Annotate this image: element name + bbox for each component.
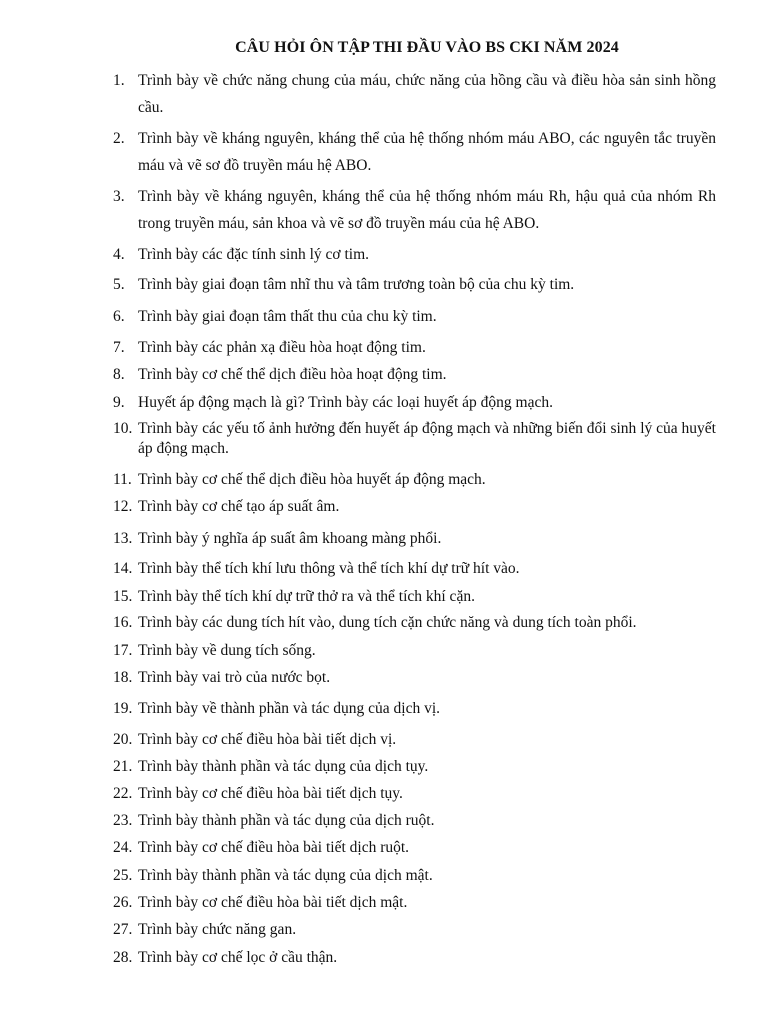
question-item <box>113 529 716 549</box>
question-number: 23. <box>113 812 133 829</box>
question-number: 19. <box>113 700 133 717</box>
question-item <box>113 613 716 633</box>
question-text: Trình bày ý nghĩa áp suất âm khoang màng phổi. <box>138 530 442 547</box>
question-item <box>113 699 716 719</box>
question-number: 11. <box>113 471 132 488</box>
question-item <box>113 67 716 121</box>
question-number: 15. <box>113 588 133 605</box>
question-text: Trình bày giai đoạn tâm thất thu của chu kỳ tim. <box>138 308 437 325</box>
question-item <box>113 811 716 831</box>
question-item <box>113 641 716 661</box>
question-item <box>113 730 716 750</box>
question-number: 3. <box>113 188 125 205</box>
question-item <box>113 587 716 607</box>
question-number: 7. <box>113 339 125 356</box>
question-number: 21. <box>113 758 133 775</box>
question-number: 28. <box>113 949 133 966</box>
question-item <box>113 838 716 858</box>
question-text: Trình bày cơ chế thể dịch điều hòa huyết áp động mạch. <box>138 471 486 488</box>
question-text: Trình bày về chức năng chung của máu, chức năng của hồng cầu và điều hòa sản sinh hồng cầu. <box>138 72 716 116</box>
question-item <box>113 365 716 385</box>
question-text: Trình bày cơ chế lọc ở cầu thận. <box>138 949 338 966</box>
question-item <box>113 470 716 490</box>
question-number: 9. <box>113 394 125 411</box>
question-text: Trình bày cơ chế điều hòa bài tiết dịch tụy. <box>138 785 403 802</box>
question-text: Trình bày cơ chế điều hòa bài tiết dịch mật. <box>138 894 408 911</box>
question-text: Huyết áp động mạch là gì? Trình bày các loại huyết áp động mạch. <box>138 394 553 411</box>
question-text: Trình bày các phản xạ điều hòa hoạt động tim. <box>138 339 426 356</box>
question-text: Trình bày các đặc tính sinh lý cơ tim. <box>138 246 370 263</box>
page-title: CÂU HỎI ÔN TẬP THI ĐẦU VÀO BS CKI NĂM 2024 <box>235 39 619 56</box>
question-text: Trình bày cơ chế thể dịch điều hòa hoạt động tim. <box>138 366 447 383</box>
question-number: 18. <box>113 669 133 686</box>
question-text: Trình bày về kháng nguyên, kháng thể của hệ thống nhóm máu Rh, hậu quả của nhóm Rh trong truyền máu, sản khoa và vẽ sơ đồ truyền máu của hệ ABO. <box>138 188 716 232</box>
question-item <box>113 757 716 777</box>
question-number: 2. <box>113 130 125 147</box>
question-number: 10. <box>113 420 133 437</box>
question-item <box>113 125 716 179</box>
question-number: 4. <box>113 246 125 263</box>
question-number: 13. <box>113 530 133 547</box>
question-text: Trình bày các yếu tố ảnh hưởng đến huyết áp động mạch và những biến đổi sinh lý của huyết áp động mạch. <box>138 420 716 457</box>
question-text: Trình bày chức năng gan. <box>138 921 297 938</box>
question-number: 6. <box>113 308 125 325</box>
question-item <box>113 497 716 517</box>
question-text: Trình bày thành phần và tác dụng của dịch tụy. <box>138 758 429 775</box>
question-text: Trình bày về kháng nguyên, kháng thể của hệ thống nhóm máu ABO, các nguyên tắc truyền máu và vẽ sơ đồ truyền máu hệ ABO. <box>138 130 716 174</box>
question-item <box>113 338 716 358</box>
question-item <box>113 668 716 688</box>
question-number: 5. <box>113 276 125 293</box>
question-text: Trình bày cơ chế tạo áp suất âm. <box>138 498 340 515</box>
question-item <box>113 784 716 804</box>
question-text: Trình bày thành phần và tác dụng của dịch ruột. <box>138 812 435 829</box>
question-item <box>113 419 716 459</box>
question-number: 24. <box>113 839 133 856</box>
question-number: 22. <box>113 785 133 802</box>
question-item <box>113 183 716 237</box>
question-item <box>113 559 716 579</box>
question-number: 12. <box>113 498 133 515</box>
question-number: 14. <box>113 560 133 577</box>
question-item <box>113 948 716 968</box>
question-number: 16. <box>113 614 133 631</box>
question-text: Trình bày các dung tích hít vào, dung tích cặn chức năng và dung tích toàn phổi. <box>138 614 637 631</box>
question-text: Trình bày về thành phần và tác dụng của dịch vị. <box>138 700 441 717</box>
question-number: 25. <box>113 867 133 884</box>
question-item <box>113 307 716 327</box>
question-item <box>113 866 716 886</box>
question-text: Trình bày vai trò của nước bọt. <box>138 669 331 686</box>
question-number: 20. <box>113 731 133 748</box>
question-number: 8. <box>113 366 125 383</box>
question-text: Trình bày về dung tích sống. <box>138 642 316 659</box>
title-area <box>0 0 768 60</box>
question-item <box>113 393 716 413</box>
question-text: Trình bày thể tích khí lưu thông và thể tích khí dự trữ hít vào. <box>138 560 520 577</box>
question-number: 1. <box>113 72 125 89</box>
question-text: Trình bày thể tích khí dự trữ thở ra và thể tích khí cặn. <box>138 588 475 605</box>
question-item <box>113 893 716 913</box>
question-text: Trình bày thành phần và tác dụng của dịch mật. <box>138 867 433 884</box>
question-item <box>113 275 716 295</box>
question-text: Trình bày giai đoạn tâm nhĩ thu và tâm trương toàn bộ của chu kỳ tim. <box>138 276 575 293</box>
question-text: Trình bày cơ chế điều hòa bài tiết dịch ruột. <box>138 839 410 856</box>
question-item <box>113 920 716 940</box>
question-item <box>113 245 716 265</box>
question-number: 27. <box>113 921 133 938</box>
question-text: Trình bày cơ chế điều hòa bài tiết dịch vị. <box>138 731 397 748</box>
question-number: 26. <box>113 894 133 911</box>
question-number: 17. <box>113 642 133 659</box>
